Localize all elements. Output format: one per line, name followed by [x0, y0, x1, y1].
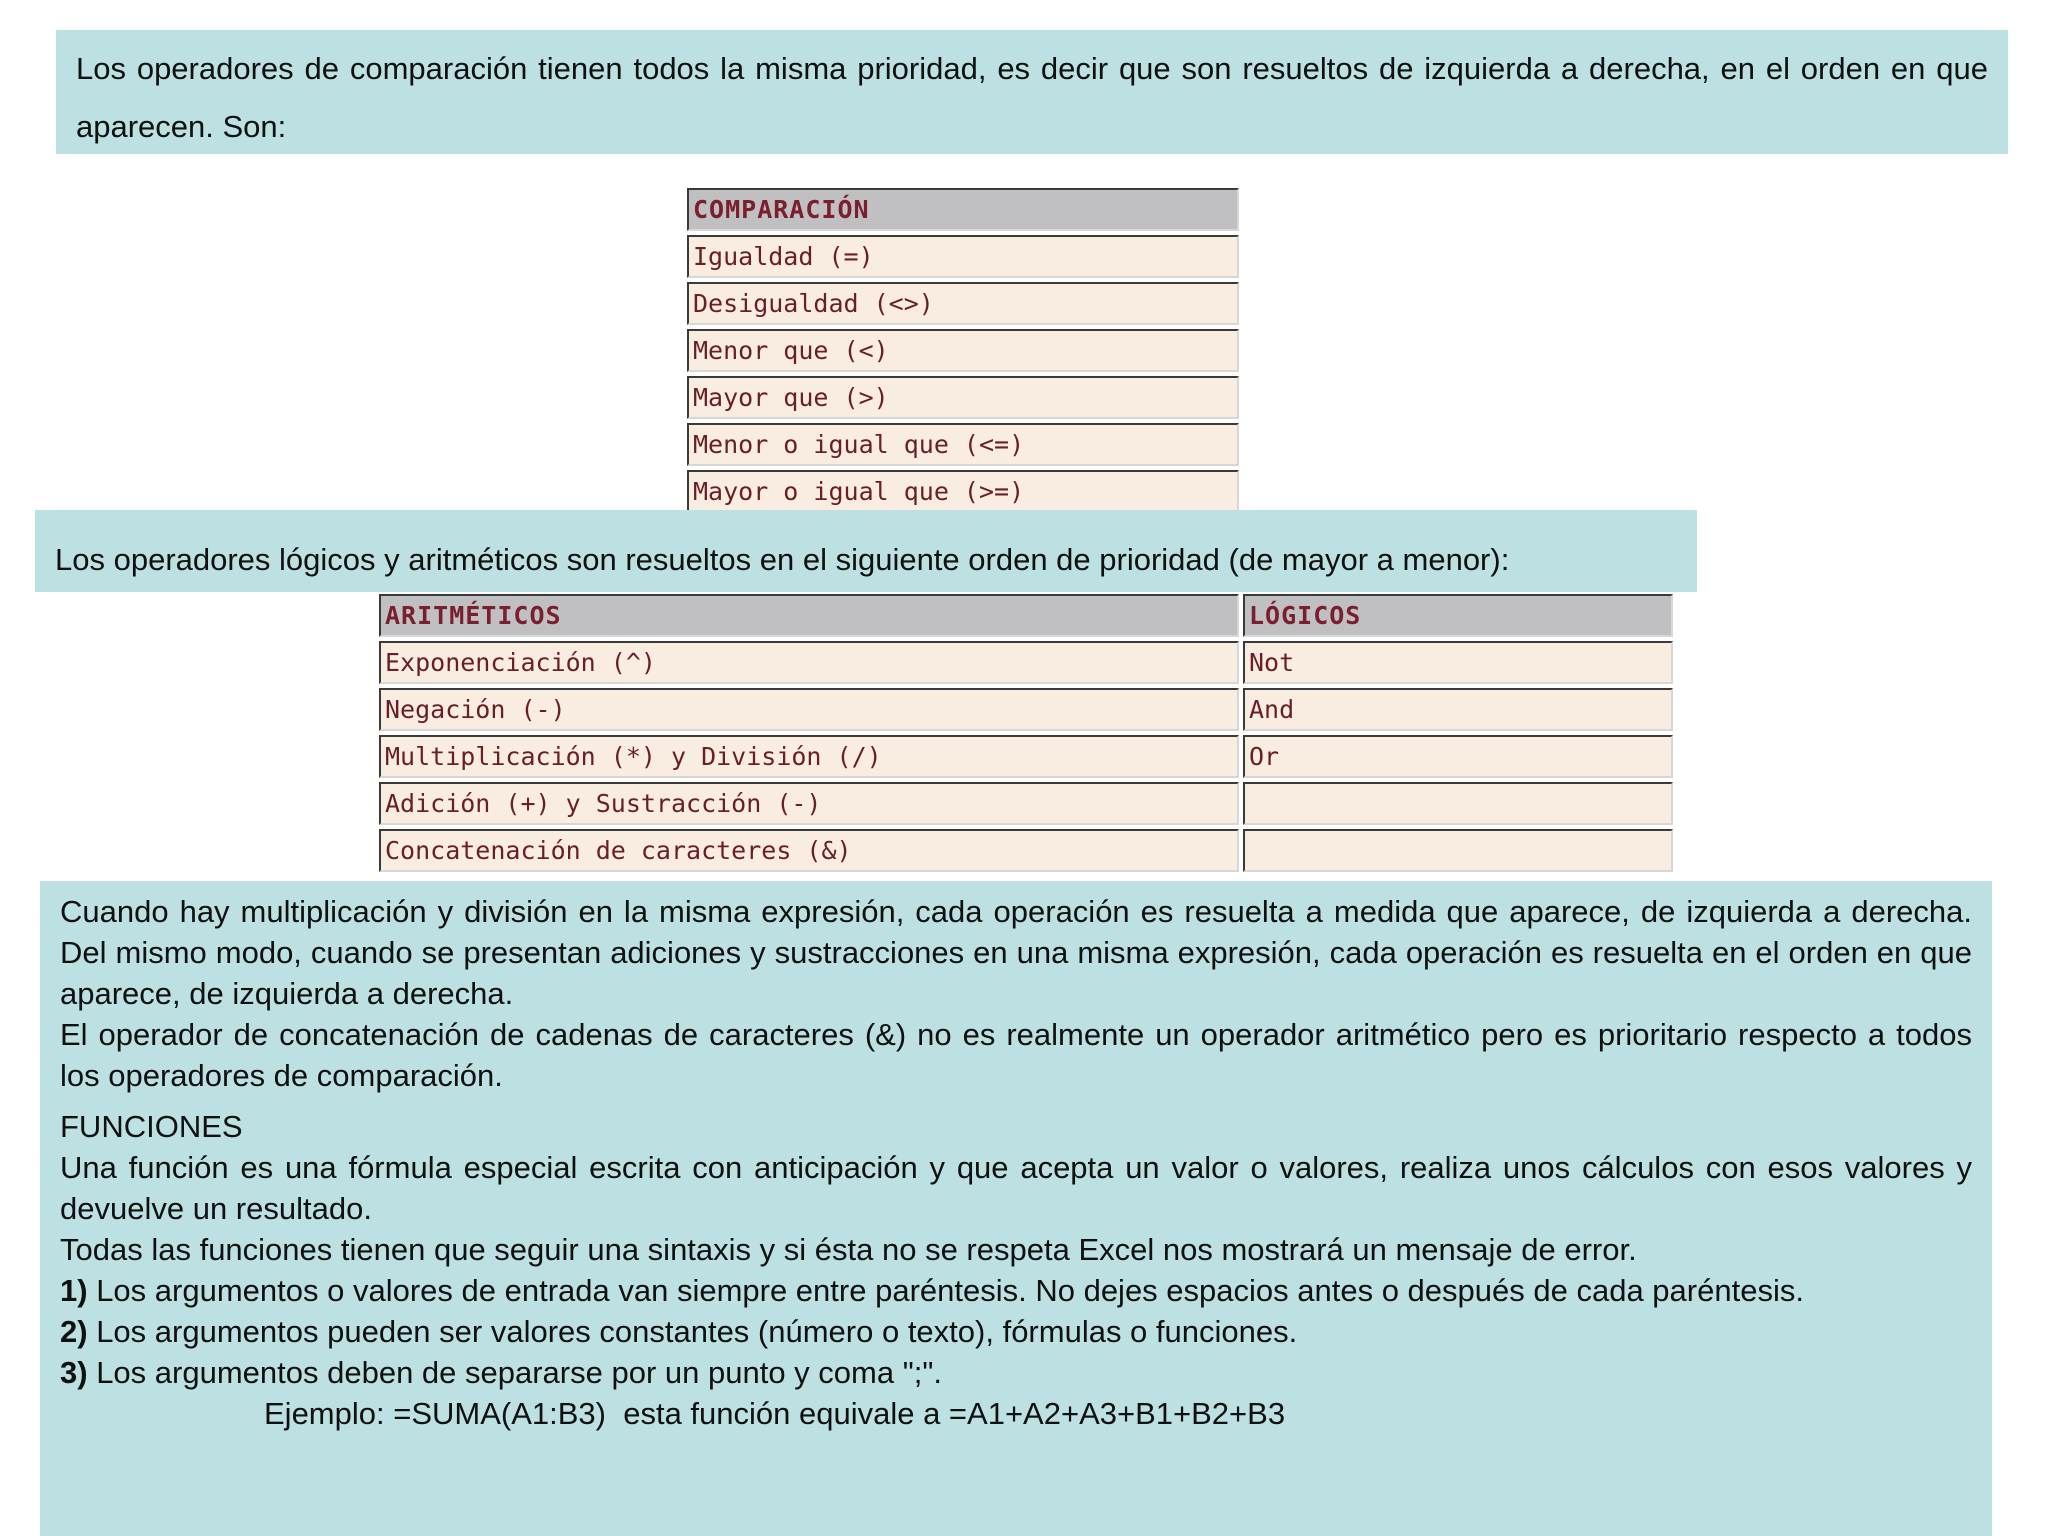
table-row	[379, 641, 1673, 684]
paragraph-concatenacion: El operador de concatenación de cadenas de caracteres (&) no es realmente un operador aritmético pero es prioritario respecto a todos los operadores de comparación.	[60, 1017, 1972, 1093]
table-cell: Multiplicación (*) y División (/)	[379, 735, 1239, 778]
table-cell: Not	[1243, 641, 1673, 684]
table-row	[379, 688, 1673, 731]
table-row	[687, 423, 1239, 466]
table-cell: Mayor que (>)	[687, 376, 1239, 419]
table-row	[687, 282, 1239, 325]
table-cell: Mayor o igual que (>=)	[687, 470, 1239, 513]
table-cell: And	[1243, 688, 1673, 731]
rule-number: 2)	[60, 1314, 88, 1349]
arithmetic-logical-operators-table	[375, 590, 1677, 876]
table-row	[687, 329, 1239, 372]
intro-logicos-text: Los operadores lógicos y aritméticos son resueltos en el siguiente orden de prioridad (de mayor a menor):	[55, 542, 1510, 577]
table-cell: Igualdad (=)	[687, 235, 1239, 278]
table-row	[379, 829, 1673, 872]
table-cell: Menor que (<)	[687, 329, 1239, 372]
table-cell: Concatenación de caracteres (&)	[379, 829, 1239, 872]
explanation-box	[40, 881, 1992, 1536]
table-cell	[1243, 782, 1673, 825]
table-cell	[1243, 829, 1673, 872]
intro-logicos-box	[35, 510, 1697, 592]
rule-number: 3)	[60, 1355, 88, 1390]
section-title-funciones: FUNCIONES	[60, 1109, 243, 1144]
table-header: COMPARACIÓN	[687, 188, 1239, 231]
intro-comparacion-box	[56, 30, 2008, 154]
rule-number: 1)	[60, 1273, 88, 1308]
paragraph-sintaxis: Todas las funciones tienen que seguir una sintaxis y si ésta no se respeta Excel nos mostrará un mensaje de error.	[60, 1232, 1637, 1267]
table-cell: Adición (+) y Sustracción (-)	[379, 782, 1239, 825]
table-row	[379, 735, 1673, 778]
example-line: Ejemplo: =SUMA(A1:B3) esta función equivale a =A1+A2+A3+B1+B2+B3	[264, 1396, 1286, 1431]
table-header-logicos: LÓGICOS	[1243, 594, 1673, 637]
table-row	[687, 235, 1239, 278]
table-header-aritmeticos: ARITMÉTICOS	[379, 594, 1239, 637]
comparison-operators-table	[683, 184, 1243, 517]
rule-item	[60, 1311, 1972, 1352]
table-row	[687, 376, 1239, 419]
table-cell: Exponenciación (^)	[379, 641, 1239, 684]
rule-text: Los argumentos deben de separarse por un punto y coma ";".	[87, 1355, 942, 1390]
paragraph-prioridad: Cuando hay multiplicación y división en la misma expresión, cada operación es resuelta a medida que aparece, de izquierda a derecha. Del mismo modo, cuando se presentan adiciones y sustracciones en una misma expresión, cada operación es resuelta en el orden en que aparece, de izquierda a derecha.	[60, 894, 1972, 1011]
table-cell: Menor o igual que (<=)	[687, 423, 1239, 466]
table-row	[687, 470, 1239, 513]
paragraph-funcion-definicion: Una función es una fórmula especial escrita con anticipación y que acepta un valor o valores, realiza unos cálculos con esos valores y devuelve un resultado.	[60, 1150, 1972, 1226]
rule-item	[60, 1352, 1972, 1393]
table-cell: Desigualdad (<>)	[687, 282, 1239, 325]
table-cell: Or	[1243, 735, 1673, 778]
table-row	[379, 782, 1673, 825]
rule-item	[60, 1270, 1972, 1311]
intro-comparacion-text: Los operadores de comparación tienen todos la misma prioridad, es decir que son resueltos de izquierda a derecha, en el orden en que aparecen. Son:	[76, 51, 1988, 144]
table-cell: Negación (-)	[379, 688, 1239, 731]
rule-text: Los argumentos o valores de entrada van siempre entre paréntesis. No dejes espacios antes o después de cada paréntesis.	[87, 1273, 1804, 1308]
rule-text: Los argumentos pueden ser valores constantes (número o texto), fórmulas o funciones.	[87, 1314, 1298, 1349]
